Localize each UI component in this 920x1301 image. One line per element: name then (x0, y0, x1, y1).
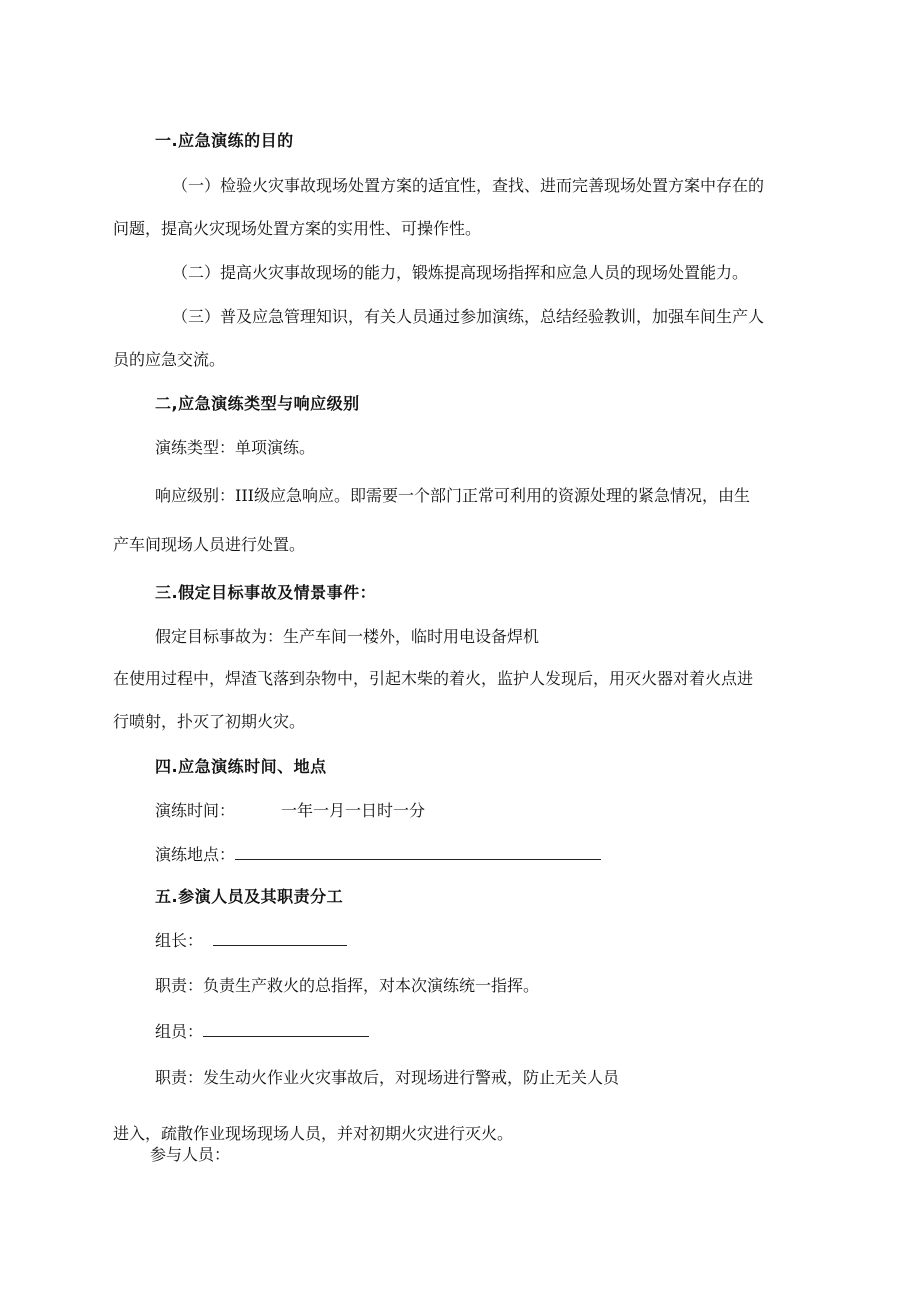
team-member-blank (203, 1022, 369, 1037)
section-2-heading: 二,应急演练类型与响应级别 (155, 394, 360, 413)
drill-type-line: 演练类型：单项演练。 (155, 438, 316, 457)
team-leader-duty: 职责：负责生产救火的总指挥，对本次演练统一指挥。 (155, 976, 540, 995)
response-level-line-2: 产车间现场人员进行处置。 (113, 535, 306, 554)
drill-time-label: 演练时间： (155, 801, 236, 820)
team-member-duty-line-2: 进入，疏散作业现场现场人员，并对初期火灾进行灭火。 (113, 1124, 514, 1143)
response-level-line-1: 响应级别：III级应急响应。即需要一个部门正常可利用的资源处理的紧急情况，由生 (155, 486, 750, 505)
section-1-heading: 一.应急演练的目的 (155, 131, 294, 150)
section-5-heading: 五.参演人员及其职责分工 (155, 887, 344, 906)
drill-time-row (155, 801, 425, 821)
scenario-line-1: 假定目标事故为：生产车间一楼外，临时用电设备焊机 (155, 627, 540, 646)
section-1-paragraph-2: （二）提高火灾事故现场的能力，锻炼提高现场指挥和应急人员的现场处置能力。 (172, 263, 749, 282)
drill-place-blank (235, 845, 601, 860)
team-member-duty-line-1: 职责：发生动火作业火灾事故后，对现场进行警戒，防止无关人员 (155, 1068, 620, 1087)
section-1-paragraph-3-line-1: （三）普及应急管理知识，有关人员通过参加演练，总结经验教训，加强车间生产人 (172, 307, 765, 326)
scenario-line-2: 在使用过程中，焊渣飞落到杂物中，引起木柴的着火，监护人发现后，用灭火器对着火点进 (113, 669, 754, 688)
participants-label: 参与人员： (150, 1145, 231, 1164)
section-3-heading: 三.假定目标事故及情景事件： (155, 583, 377, 602)
section-4-heading: 四.应急演练时间、地点 (155, 757, 327, 776)
section-1-paragraph-3-line-2: 员的应急交流。 (113, 350, 226, 369)
scenario-line-3: 行喷射，扑灭了初期火灾。 (113, 712, 306, 731)
drill-place-row (155, 845, 601, 865)
drill-place-label: 演练地点： (155, 845, 236, 864)
section-1-paragraph-1-line-2: 问题，提高火灾现场处置方案的实用性、可操作性。 (113, 219, 482, 238)
team-leader-blank (213, 931, 347, 946)
drill-time-value: 一年一月一日时一分 (281, 801, 426, 820)
team-leader-row (155, 931, 347, 951)
team-member-label: 组员： (155, 1022, 204, 1041)
team-leader-label: 组长： (155, 931, 204, 950)
team-member-row (155, 1022, 369, 1042)
section-1-paragraph-1-line-1: （一）检验火灾事故现场处置方案的适宜性，查找、进而完善现场处置方案中存在的 (172, 176, 765, 195)
